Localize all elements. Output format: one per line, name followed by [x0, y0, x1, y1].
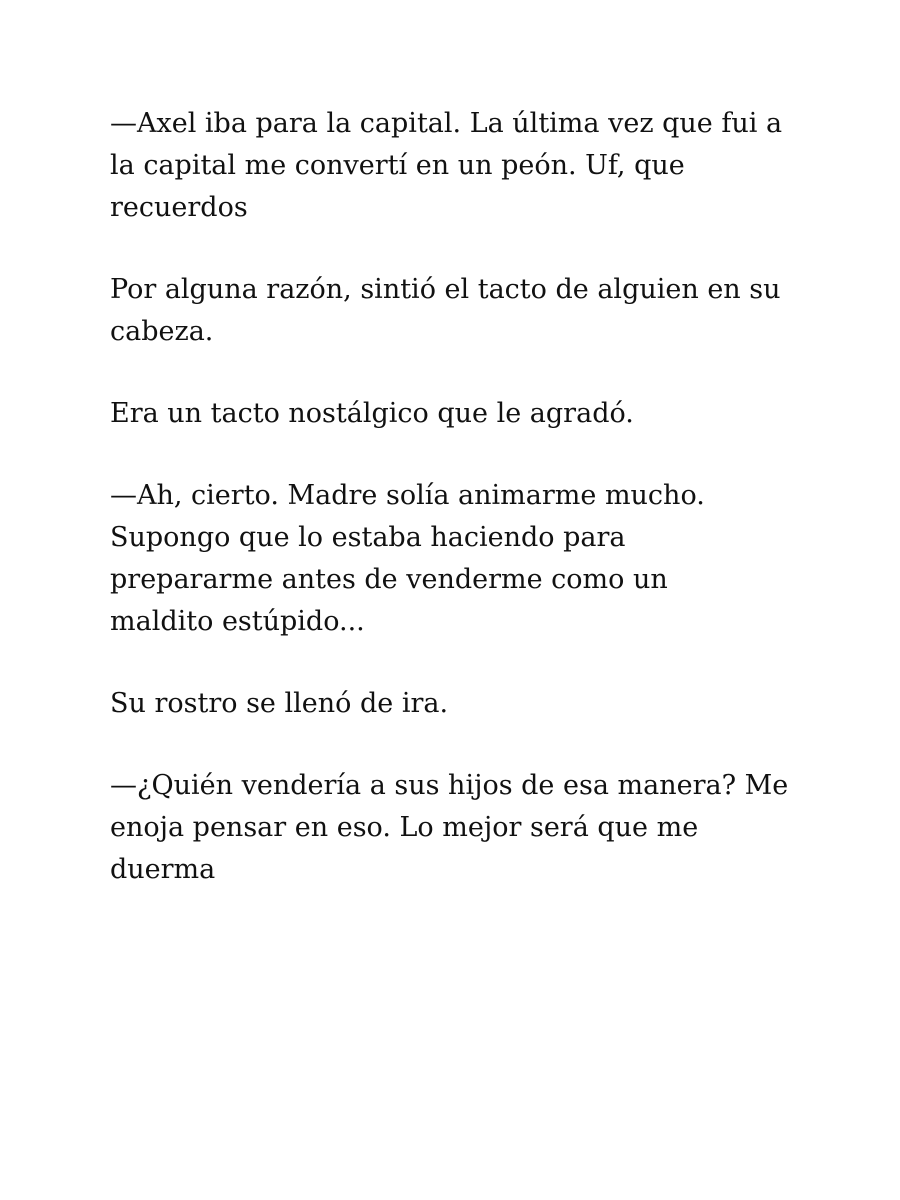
text-line: cabeza. — [110, 316, 214, 347]
text-line: Supongo que lo estaba haciendo para — [110, 522, 626, 553]
text-line: Era un tacto nostálgico que le agradó. — [110, 398, 634, 429]
text-line: la capital me convertí en un peón. Uf, que — [110, 150, 685, 181]
text-line: —Ah, cierto. Madre solía animarme mucho. — [110, 480, 705, 511]
paragraph-5 — [110, 683, 800, 725]
text-line: enoja pensar en eso. Lo mejor será que me — [110, 812, 699, 843]
text-column — [110, 103, 800, 931]
text-line: Su rostro se llenó de ira. — [110, 688, 449, 719]
text-line: —Axel iba para la capital. La última vez que fui a — [110, 108, 783, 139]
paragraph-1 — [110, 103, 800, 229]
paragraph-6 — [110, 765, 800, 891]
text-line: recuerdos — [110, 192, 248, 223]
text-line: prepararme antes de venderme como un — [110, 564, 668, 595]
paragraph-4 — [110, 475, 800, 643]
paragraph-3 — [110, 393, 800, 435]
text-line: —¿Quién vendería a sus hijos de esa manera? Me — [110, 770, 789, 801]
text-line: maldito estúpido... — [110, 606, 365, 637]
text-line: duerma — [110, 854, 216, 885]
paragraph-2 — [110, 269, 800, 353]
text-line: Por alguna razón, sintió el tacto de alguien en su — [110, 274, 781, 305]
